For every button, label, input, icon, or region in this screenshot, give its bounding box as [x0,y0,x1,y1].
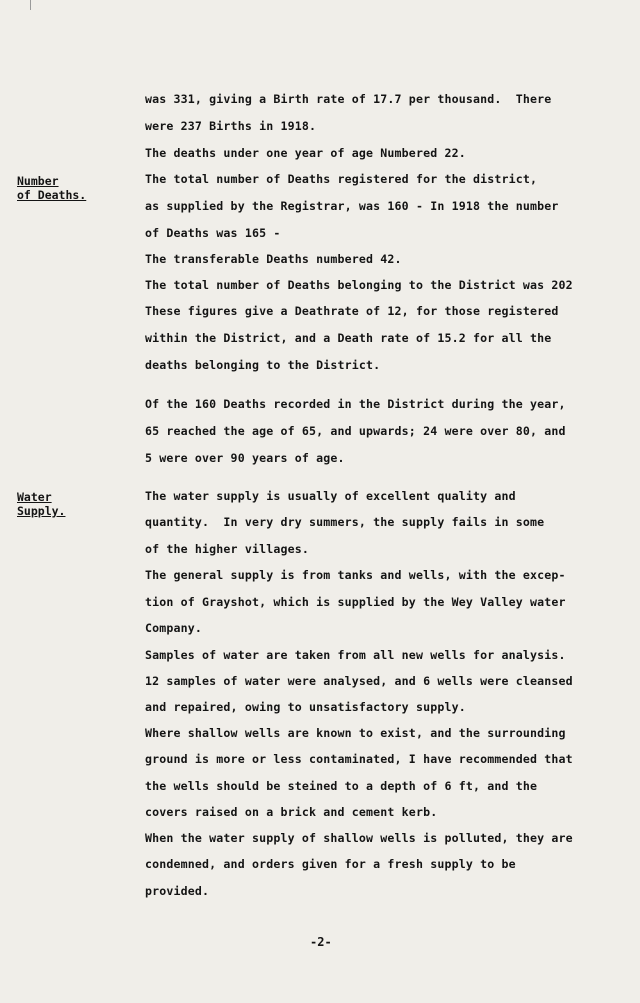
body-line: condemned, and orders given for a fresh supply to be [145,857,516,871]
body-line: within the District, and a Death rate of 15.2 for all the [145,331,552,345]
body-line: tion of Grayshot, which is supplied by the Wey Valley water [145,595,566,609]
body-line: Where shallow wells are known to exist, and the surrounding [145,726,566,740]
body-line: and repaired, owing to unsatisfactory supply. [145,700,466,714]
body-line: of the higher villages. [145,542,309,556]
margin-note-line: Number [17,174,59,188]
margin-note-line: of Deaths. [17,188,87,202]
body-line: The total number of Deaths registered for the district, [145,172,538,186]
binding-mark [30,0,31,10]
margin-note-water-supply [17,490,65,518]
body-line: the wells should be steined to a depth of 6 ft, and the [145,779,538,793]
body-line: Samples of water are taken from all new wells for analysis. [145,648,566,662]
margin-note-line: Supply. [17,504,66,518]
body-line: provided. [145,884,210,898]
body-line: Of the 160 Deaths recorded in the District during the year, [145,397,566,411]
body-line: of Deaths was 165 - [145,226,281,240]
body-line: quantity. In very dry summers, the supply fails in some [145,515,545,529]
body-line: 12 samples of water were analysed, and 6 wells were cleansed [145,674,573,688]
body-line: The deaths under one year of age Numbered 22. [145,146,466,160]
body-line: The transferable Deaths numbered 42. [145,252,402,266]
body-line: covers raised on a brick and cement kerb. [145,805,438,819]
body-line: deaths belonging to the District. [145,358,381,372]
body-line: When the water supply of shallow wells is polluted, they are [145,831,573,845]
body-line: Company. [145,621,203,635]
body-line: as supplied by the Registrar, was 160 - In 1918 the number [145,199,559,213]
body-line: 65 reached the age of 65, and upwards; 24 were over 80, and [145,424,566,438]
body-line: was 331, giving a Birth rate of 17.7 per thousand. There [145,92,552,106]
margin-note-number-of-deaths [17,174,86,202]
body-line: ground is more or less contaminated, I have recommended that [145,752,573,766]
body-line: The general supply is from tanks and wells, with the excep- [145,568,566,582]
margin-note-line: Water [17,490,52,504]
page-number: -2- [310,935,332,949]
body-line: The total number of Deaths belonging to the District was 202 [145,278,573,292]
body-line: These figures give a Deathrate of 12, for those registered [145,304,559,318]
body-line: 5 were over 90 years of age. [145,451,345,465]
body-line: The water supply is usually of excellent quality and [145,489,516,503]
body-line: were 237 Births in 1918. [145,119,317,133]
